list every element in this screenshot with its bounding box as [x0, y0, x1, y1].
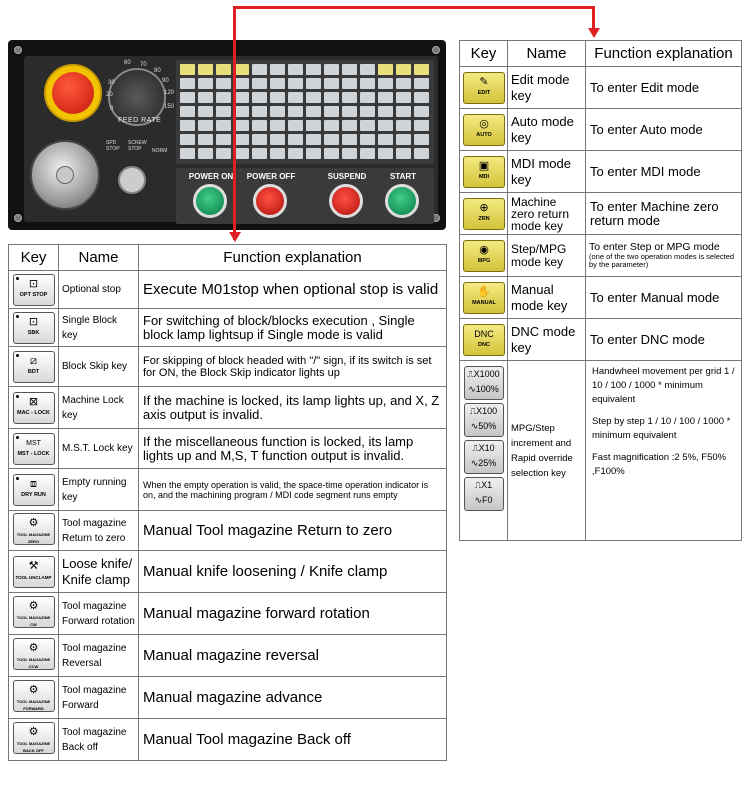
key-caption: MST - LOCK: [17, 450, 50, 457]
key-name: MDI mode key: [508, 151, 586, 193]
rate-icon-top: ⎍X1: [474, 480, 493, 490]
panel-key[interactable]: [198, 64, 213, 75]
panel-key[interactable]: [414, 92, 429, 103]
rate-func-step: Step by step 1 / 10 / 100 / 1000 * minimum equivalent: [592, 416, 731, 441]
key-cell: [460, 67, 508, 109]
rate-func-handwheel: Handwheel movement per grid 1 / 10 / 100 / 1000 * minimum equivalent: [592, 366, 735, 405]
power-off-label: POWER OFF: [246, 172, 296, 181]
panel-key[interactable]: [288, 148, 303, 159]
key-glyph: ◉: [479, 243, 489, 256]
key-glyph: ▣: [478, 159, 490, 172]
rate-icon-bottom: ∿25%: [470, 458, 497, 468]
key-function: Manual magazine reversal: [139, 635, 447, 677]
key-function: To enter Manual mode: [586, 277, 742, 319]
panel-key[interactable]: [378, 148, 393, 159]
key-function: If the miscellaneous function is locked, its lamp lights up and M,S, T function output is invalid.: [139, 429, 447, 469]
key-glyph: ⊠: [28, 395, 39, 408]
table-row: [460, 235, 742, 277]
table-row: [460, 67, 742, 109]
panel-key[interactable]: [306, 120, 321, 131]
rate-x100-icon: [464, 403, 504, 437]
panel-key[interactable]: [180, 134, 195, 145]
dial-number: 120: [164, 90, 175, 96]
zrn-icon: [463, 198, 505, 230]
key-name: Tool magazine Return to zero: [59, 511, 139, 551]
panel-key[interactable]: [198, 134, 213, 145]
panel-key[interactable]: [324, 106, 339, 117]
key-cell: [9, 309, 59, 347]
panel-key[interactable]: [198, 92, 213, 103]
panel-key[interactable]: [234, 134, 249, 145]
key-glyph: ◎: [479, 117, 489, 130]
panel-key[interactable]: [216, 106, 231, 117]
name-column-header: Name: [508, 41, 586, 67]
panel-key[interactable]: [252, 78, 267, 89]
panel-key[interactable]: [360, 64, 375, 75]
left-key-table: [8, 244, 447, 761]
panel-key[interactable]: [180, 106, 195, 117]
auto-icon: [463, 114, 505, 146]
panel-key[interactable]: [216, 78, 231, 89]
key-name: Machine Lock key: [59, 387, 139, 429]
panel-key[interactable]: [342, 148, 357, 159]
key-function-cell: [586, 361, 742, 541]
emergency-stop-button[interactable]: [52, 72, 94, 114]
dial-number: 70: [140, 62, 147, 68]
panel-key[interactable]: [234, 92, 249, 103]
panel-key[interactable]: [324, 64, 339, 75]
dry-run-icon: [13, 474, 55, 506]
table-row: [9, 511, 447, 551]
panel-key[interactable]: [360, 78, 375, 89]
screw-stop-label: SCREW STOP: [128, 140, 147, 152]
key-caption: TOOL MAGAZINE BACK OFF: [16, 741, 51, 753]
panel-key[interactable]: [306, 64, 321, 75]
key-column-header: Key: [460, 41, 508, 67]
key-glyph: ⚙: [28, 517, 39, 529]
panel-key[interactable]: [198, 106, 213, 117]
panel-key[interactable]: [288, 64, 303, 75]
panel-key[interactable]: [378, 92, 393, 103]
panel-key[interactable]: [216, 134, 231, 145]
panel-key[interactable]: [360, 148, 375, 159]
name-column-header: Name: [59, 245, 139, 271]
key-function: For skipping of block headed with "/" sign, if its switch is set for ON, the Block Skip indicator lights up: [139, 347, 447, 387]
key-function-note: (one of the two operation modes is selected by the parameter): [589, 252, 735, 269]
panel-key[interactable]: [270, 148, 285, 159]
key-glyph: DNC: [474, 328, 494, 339]
suspend-button[interactable]: [329, 184, 363, 218]
norm-label: NORM: [152, 148, 168, 154]
table-row: [9, 719, 447, 761]
panel-key[interactable]: [234, 78, 249, 89]
key-caption: MPG: [477, 257, 491, 264]
key-caption: TOOL MAGAZINE CW: [16, 615, 51, 627]
panel-key[interactable]: [180, 64, 195, 75]
panel-key[interactable]: [324, 148, 339, 159]
key-cell: [9, 551, 59, 593]
key-cell: [9, 511, 59, 551]
key-caption: OPT STOP: [19, 291, 48, 298]
panel-key[interactable]: [342, 92, 357, 103]
dial-number: 20: [106, 92, 113, 98]
rate-icon-top: ⎍X10: [472, 443, 495, 453]
key-name: Block Skip key: [59, 347, 139, 387]
panel-key[interactable]: [414, 134, 429, 145]
dial-number: 150: [164, 104, 175, 110]
panel-key[interactable]: [378, 134, 393, 145]
table-row: [9, 469, 447, 511]
key-cell: [9, 347, 59, 387]
panel-key[interactable]: [216, 64, 231, 75]
dial-number: 90: [162, 78, 169, 84]
panel-key[interactable]: [414, 148, 429, 159]
key-cell: [460, 277, 508, 319]
table-header-row: [9, 245, 447, 271]
key-function: To enter Edit mode: [586, 67, 742, 109]
key-function: To enter DNC mode: [586, 319, 742, 361]
panel-key[interactable]: [288, 92, 303, 103]
key-function: Manual Tool magazine Back off: [139, 719, 447, 761]
key-name: Manual mode key: [508, 277, 586, 319]
panel-key[interactable]: [378, 120, 393, 131]
panel-key[interactable]: [324, 134, 339, 145]
panel-key[interactable]: [270, 64, 285, 75]
key-function: Manual knife loosening / Knife clamp: [139, 551, 447, 593]
panel-key[interactable]: [378, 64, 393, 75]
panel-key[interactable]: [414, 64, 429, 75]
panel-key[interactable]: [396, 148, 411, 159]
table-row: [9, 309, 447, 347]
key-caption: ZRN: [478, 215, 490, 222]
dial-number: 60: [124, 60, 131, 66]
panel-key[interactable]: [270, 92, 285, 103]
panel-key[interactable]: [198, 78, 213, 89]
arrow-head: [229, 232, 241, 242]
key-cell: [9, 677, 59, 719]
panel-key[interactable]: [270, 78, 285, 89]
key-switch[interactable]: [118, 166, 146, 194]
rate-icon-top: ⎍X1000: [467, 369, 500, 379]
panel-key[interactable]: [324, 78, 339, 89]
tool-unclamp-icon: [13, 556, 55, 588]
key-glyph: ✋: [477, 285, 491, 298]
key-cell: [9, 429, 59, 469]
tool-magazine-backoff-icon: [13, 722, 55, 754]
panel-key[interactable]: [360, 106, 375, 117]
key-caption: EDIT: [477, 89, 491, 96]
function-column-header: Function explanation: [586, 41, 742, 67]
block-skip-icon: [13, 351, 55, 383]
key-name: Edit mode key: [508, 67, 586, 109]
key-cell: [460, 235, 508, 277]
key-name: Tool magazine Forward rotation: [59, 593, 139, 635]
function-column-header: Function explanation: [139, 245, 447, 271]
arrow-line: [233, 6, 236, 240]
key-cell: [9, 271, 59, 309]
panel-key[interactable]: [234, 148, 249, 159]
key-function: Manual magazine forward rotation: [139, 593, 447, 635]
panel-key[interactable]: [252, 92, 267, 103]
table-row: [9, 271, 447, 309]
screw: [14, 214, 22, 222]
panel-key[interactable]: [342, 134, 357, 145]
key-glyph: ⚒: [28, 559, 39, 572]
panel-key[interactable]: [180, 148, 195, 159]
panel-key[interactable]: [234, 106, 249, 117]
table-header-row: [460, 41, 742, 67]
key-caption: SBK: [27, 329, 40, 336]
table-row: [9, 593, 447, 635]
panel-key[interactable]: [396, 106, 411, 117]
panel-key[interactable]: [360, 92, 375, 103]
key-function: If the machine is locked, its lamp lights up, and X, Z axis output is invalid.: [139, 387, 447, 429]
key-cell: [9, 387, 59, 429]
panel-key[interactable]: [288, 134, 303, 145]
spd-stop-label: SPD STOP: [106, 140, 120, 152]
key-name: Auto mode key: [508, 109, 586, 151]
panel-key[interactable]: [342, 78, 357, 89]
table-row: [460, 109, 742, 151]
panel-key[interactable]: [288, 120, 303, 131]
panel-key[interactable]: [360, 120, 375, 131]
right-key-table: [459, 40, 742, 541]
table-row: [9, 551, 447, 593]
key-name: M.S.T. Lock key: [59, 429, 139, 469]
arrow-line: [233, 6, 595, 9]
tool-magazine-ccw-icon: [13, 638, 55, 670]
key-function: To enter Machine zero return mode: [586, 193, 742, 235]
panel-key[interactable]: [396, 120, 411, 131]
table-row: [9, 429, 447, 469]
key-function: Execute M01stop when optional stop is valid: [139, 271, 447, 309]
key-name: Tool magazine Back off: [59, 719, 139, 761]
table-row: [9, 387, 447, 429]
panel-key[interactable]: [252, 120, 267, 131]
key-name: Optional stop: [59, 271, 139, 309]
dnc-icon: [463, 324, 505, 356]
edit-icon: [463, 72, 505, 104]
key-name: Tool magazine Forward: [59, 677, 139, 719]
panel-key[interactable]: [270, 134, 285, 145]
key-caption: BDT: [27, 368, 40, 375]
panel-key[interactable]: [216, 92, 231, 103]
key-caption: TOOL MAGAZINE ZERO: [16, 532, 51, 544]
key-caption: MDI: [478, 173, 490, 180]
key-name: Single Block key: [59, 309, 139, 347]
panel-key[interactable]: [360, 134, 375, 145]
panel-key[interactable]: [198, 148, 213, 159]
mpg-icon: [463, 240, 505, 272]
key-function: When the empty operation is valid, the space-time operation indicator is on, and the machining program / MDI code segment runs empty: [139, 469, 447, 511]
panel-key[interactable]: [180, 78, 195, 89]
key-glyph: ⊡: [28, 277, 39, 290]
start-label: START: [389, 172, 417, 181]
panel-key[interactable]: [288, 106, 303, 117]
panel-key[interactable]: [306, 92, 321, 103]
panel-key[interactable]: [324, 120, 339, 131]
key-name: Tool magazine Reversal: [59, 635, 139, 677]
key-cell: [9, 593, 59, 635]
feed-rate-label: FEED RATE: [118, 117, 162, 124]
handwheel-knob[interactable]: [56, 166, 74, 184]
key-caption: TOOL MAGAZINE FORWARD: [16, 699, 51, 711]
key-name: Step/MPG mode key: [508, 235, 586, 277]
key-glyph: ⚙: [28, 642, 39, 654]
key-glyph: ⚙: [28, 600, 39, 612]
panel-key[interactable]: [288, 78, 303, 89]
panel-key[interactable]: [342, 64, 357, 75]
panel-key[interactable]: [234, 120, 249, 131]
panel-key[interactable]: [180, 92, 195, 103]
rate-icon-bottom: ∿100%: [468, 384, 499, 394]
panel-key[interactable]: [396, 64, 411, 75]
key-cell: [9, 469, 59, 511]
panel-key[interactable]: [414, 78, 429, 89]
power-on-button[interactable]: [193, 184, 227, 218]
optional-stop-icon: [13, 274, 55, 306]
panel-key[interactable]: [306, 134, 321, 145]
key-function: Manual magazine advance: [139, 677, 447, 719]
rate-icon-bottom: ∿F0: [474, 495, 493, 505]
panel-key[interactable]: [342, 106, 357, 117]
panel-key[interactable]: [252, 148, 267, 159]
key-name: Loose knife/ Knife clamp: [59, 551, 139, 593]
panel-key[interactable]: [252, 134, 267, 145]
mst-lock-icon: [13, 433, 55, 465]
key-name: DNC mode key: [508, 319, 586, 361]
panel-key[interactable]: [396, 92, 411, 103]
key-cell: [9, 719, 59, 761]
panel-key[interactable]: [270, 106, 285, 117]
panel-key[interactable]: [252, 64, 267, 75]
dial-number: 30: [108, 80, 115, 86]
panel-key[interactable]: [396, 134, 411, 145]
panel-key[interactable]: [414, 106, 429, 117]
tool-magazine-zero-icon: [13, 513, 55, 545]
panel-key[interactable]: [306, 148, 321, 159]
panel-key[interactable]: [198, 120, 213, 131]
panel-key[interactable]: [306, 78, 321, 89]
key-glyph: ⚙: [28, 684, 39, 696]
key-caption: MAC - LOCK: [17, 409, 50, 416]
panel-key[interactable]: [180, 120, 195, 131]
arrow-head: [588, 28, 600, 38]
key-caption: MANUAL: [472, 299, 496, 306]
key-cell: [460, 151, 508, 193]
dial-number: 0: [110, 106, 114, 112]
power-on-label: POWER ON: [188, 172, 234, 181]
panel-key[interactable]: [378, 78, 393, 89]
key-name: Empty running key: [59, 469, 139, 511]
tool-magazine-cw-icon: [13, 596, 55, 628]
panel-key[interactable]: [414, 120, 429, 131]
panel-key[interactable]: [234, 64, 249, 75]
tool-magazine-forward-icon: [13, 680, 55, 712]
key-caption: TOOL UNCLAMP: [15, 574, 52, 580]
panel-key[interactable]: [306, 106, 321, 117]
key-caption: AUTO: [476, 131, 492, 138]
arrow-line: [592, 6, 595, 28]
table-row: [9, 677, 447, 719]
single-block-icon: [13, 312, 55, 344]
mdi-icon: [463, 156, 505, 188]
panel-key[interactable]: [324, 92, 339, 103]
manual-icon: [463, 282, 505, 314]
key-function: To enter MDI mode: [586, 151, 742, 193]
key-glyph: ⧄: [30, 354, 37, 367]
panel-key[interactable]: [270, 120, 285, 131]
suspend-label: SUSPEND: [327, 172, 367, 181]
table-row: [460, 193, 742, 235]
key-glyph: ⊡: [28, 315, 39, 328]
key-glyph: ⚙: [28, 726, 39, 738]
table-row: [460, 361, 742, 541]
screw: [432, 46, 440, 54]
key-function: Manual Tool magazine Return to zero: [139, 511, 447, 551]
machine-lock-icon: [13, 392, 55, 424]
rate-x10-icon: [464, 440, 504, 474]
screw: [14, 46, 22, 54]
table-row: [9, 635, 447, 677]
key-cell: [460, 319, 508, 361]
key-name: Machine zero return mode key: [508, 193, 586, 235]
start-button[interactable]: [385, 184, 419, 218]
rate-x1000-icon: [464, 366, 504, 400]
table-row: [460, 277, 742, 319]
rate-func-fast: Fast magnification :2 5%, F50% ,F100%: [592, 452, 727, 477]
rate-x1-icon: [464, 477, 504, 511]
key-glyph: ⧈: [30, 477, 37, 490]
panel-key[interactable]: [252, 106, 267, 117]
rate-icon-bottom: ∿50%: [470, 421, 497, 431]
key-glyph: ⊕: [479, 201, 489, 214]
key-caption: DNC: [478, 341, 490, 348]
key-column-header: Key: [9, 245, 59, 271]
key-function-cell: [586, 235, 742, 277]
panel-key[interactable]: [378, 106, 393, 117]
key-cell: [460, 361, 508, 541]
table-row: [460, 319, 742, 361]
keypad: [176, 60, 434, 164]
panel-key[interactable]: [216, 148, 231, 159]
panel-key[interactable]: [396, 78, 411, 89]
key-glyph: ✎: [479, 75, 489, 88]
key-caption: DRY RUN: [21, 491, 46, 498]
key-cell: [460, 109, 508, 151]
key-function: To enter Auto mode: [586, 109, 742, 151]
table-row: [9, 347, 447, 387]
power-off-button[interactable]: [253, 184, 287, 218]
rate-icon-top: ⎍X100: [469, 406, 498, 416]
key-function: For switching of block/blocks execution , Single block lamp lightsup if Single mode is valid: [139, 309, 447, 347]
key-name: MPG/Step increment and Rapid override selection key: [508, 361, 586, 541]
dial-number: 80: [154, 68, 161, 74]
key-cell: [9, 635, 59, 677]
key-caption: TOOL MAGAZINE CCW: [16, 657, 51, 669]
table-row: [460, 151, 742, 193]
panel-key[interactable]: [216, 120, 231, 131]
key-function: To enter Step or MPG mode: [589, 241, 720, 253]
key-cell: [460, 193, 508, 235]
panel-key[interactable]: [342, 120, 357, 131]
key-glyph: MST: [26, 439, 41, 447]
